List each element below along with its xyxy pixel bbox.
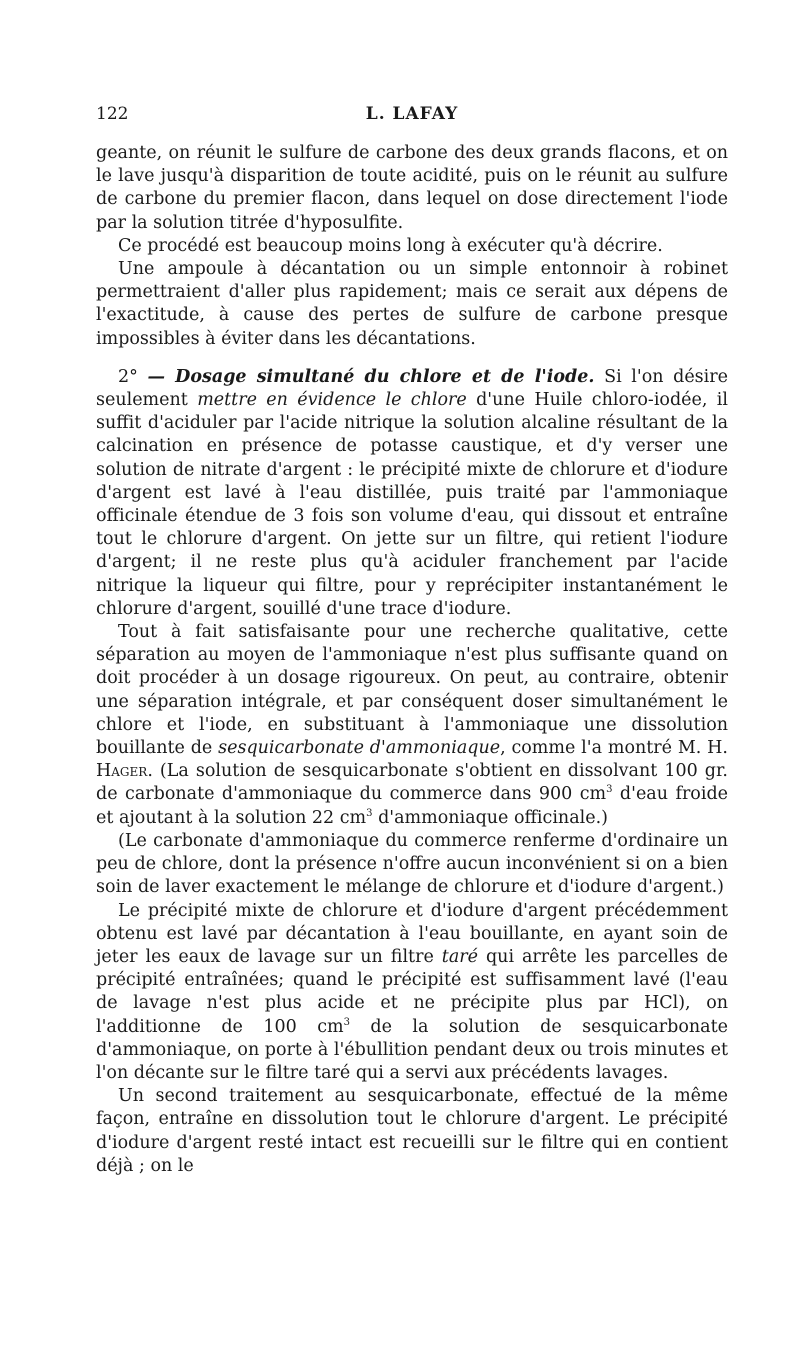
paragraph-8: Un second traitement au sesquicarbonate, effectué de la même façon, entraîne en dissolution tout le chlorure d'argent. Le précipité d'iodure d'argent resté intact est recueilli sur le filtre qui en contient déjà ; on le xyxy=(96,1086,728,1176)
superscript: 3 xyxy=(606,784,613,796)
section-heading: — Dosage simultané du chlore et de l'iode. xyxy=(147,366,595,387)
superscript: 3 xyxy=(343,1016,350,1028)
text-run: d'eau froide et ajoutant à la solution 22 cm xyxy=(96,784,729,828)
text-run: . (La solution de sesquicarbonate s'obtient en dissolvant 100 gr. de carbonate d'ammoniaque du commerce dans 900 cm xyxy=(96,761,728,805)
running-header xyxy=(96,104,728,128)
author-name: M. H. Hager xyxy=(96,738,728,782)
section-number: 2° xyxy=(118,366,138,387)
superscript: 3 xyxy=(366,807,373,819)
paragraph-5 xyxy=(96,621,728,830)
text-run: qui arrête les parcelles de précipité entraînées; quand le précipité est suffisamment lavé (l'eau de lavage n'est plus acide et ne précipite plus par HCl), on l'additionne de 100 cm xyxy=(96,946,728,1037)
paragraph-6: (Le carbonate d'ammoniaque du commerce renferme d'ordinaire un peu de chlore, dont la présence n'offre aucun inconvénient si on a bien soin de laver exactement le mélange de chlorure et d'iodure d'argent.) xyxy=(96,830,728,898)
body-text xyxy=(96,142,728,1178)
text-run: d'ammoniaque officinale.) xyxy=(372,807,608,828)
emphasis-text: taré xyxy=(441,946,478,967)
emphasis-text: sesquicarbonate d'ammoniaque xyxy=(218,738,501,759)
paragraph-7 xyxy=(96,900,728,1086)
text-run: de la solution de sesquicarbonate d'ammoniaque, on porte à l'ébullition pendant deux ou trois minutes et l'on décante sur le filtre taré qui a servi aux précédents lavages. xyxy=(96,1016,728,1083)
text-run: Si l'on désire seulement xyxy=(96,366,728,411)
running-title: L. LAFAY xyxy=(365,104,459,124)
emphasis-text: mettre en évidence le chlore xyxy=(197,390,467,411)
text-run: , comme l'a montré xyxy=(500,738,678,759)
text-run: Tout à fait satisfaisante pour une recherche qualitative, cette séparation au moyen de l'ammoniaque n'est plus suffisante quand on doit procéder à un dosage rigoureux. On peut, au contraire, obtenir une séparation intégrale, et par conséquent doser simultanément le chlore et l'iode, en substituant à l'ammoniaque une dissolution bouillante de xyxy=(96,622,728,759)
text-run: d'une Huile chloro-iodée, il suffit d'aciduler par l'acide nitrique la solution alcaline résultant de la calcination en présence de potasse caustique, et d'y verser une solution de nitrate d'argent : le précipité mixte de chlorure et d'iodure d'argent est lavé à l'eau distillée, puis traité par l'ammoniaque officinale étendue de 3 fois son volume d'eau, qui dissout et entraîne tout le chlorure d'argent. On jette sur un filtre, qui retient l'iodure d'argent; il ne reste plus qu'à aciduler franchement par l'acide nitrique la liqueur qui filtre, pour y reprécipiter instantanément le chlorure d'argent, souillé d'une trace d'iodure. xyxy=(96,390,728,619)
section-dosage-simultane xyxy=(96,366,728,621)
text-run: Le précipité mixte de chlorure et d'iodure d'argent précédemment obtenu est lavé par décantation à l'eau bouillante, en ayant soin de jeter les eaux de lavage sur un filtre xyxy=(96,900,728,967)
page-number: 122 xyxy=(96,104,129,124)
paragraph-2: Ce procédé est beaucoup moins long à exécuter qu'à décrire. xyxy=(118,235,663,256)
paragraph-continuation: geante, on réunit le sulfure de carbone des deux grands flacons, et on le lave jusqu'à disparition de toute acidité, puis on le réunit au sulfure de carbone du premier flacon, dans lequel on dose directement l'iode par la solution titrée d'hyposulfite. xyxy=(96,143,728,233)
paragraph-3: Une ampoule à décantation ou un simple entonnoir à robinet permettraient d'aller plus rapidement; mais ce serait aux dépens de l'exactitude, à cause des pertes de sulfure de carbone presque impossibles à éviter dans les décantations. xyxy=(96,259,728,349)
